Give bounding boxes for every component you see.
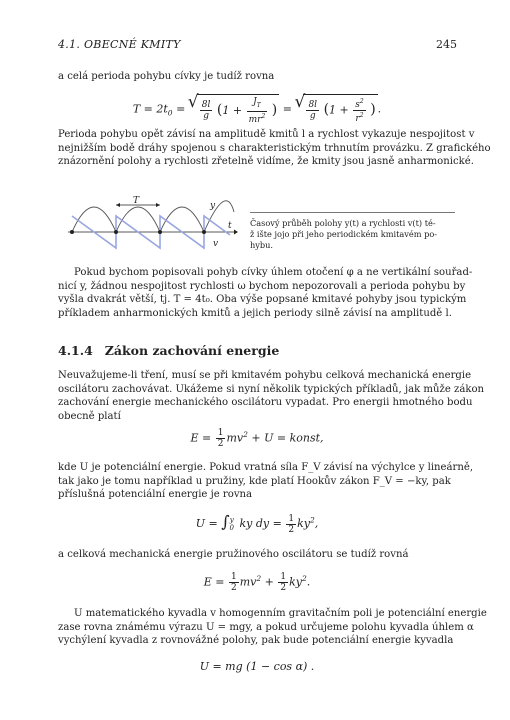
paragraph-6: a celková mechanická energie pružinového oscilátoru se tudíž rovná (58, 549, 409, 560)
label-t: t (228, 221, 232, 231)
label-v: v (213, 239, 219, 249)
running-header-section: 4.1. OBECNÉ KMITY (58, 38, 181, 51)
page-number: 245 (436, 38, 457, 51)
equation-potential-spring: U = ∫ y 0 ky dy = $\frac{1}{2}$ $ky^2$, (195, 512, 319, 535)
section-heading: 4.1.4 Zákon zachování energie (58, 343, 280, 358)
node-point (114, 230, 118, 234)
paragraph-3: Pokud bychom popisovali pohyb cívky úhlem otočení φ a ne vertikální souřad- nicí y, žádnou nespojitost rychlosti ω bychom nepozorovali a perioda pohybu by vyšla dvakrát větší, tj. T = 4t₀. Oba výše popsané kmitavé pohyby jsou typickým příkladem anharmonických kmitů a jejich periody silně závisí na amplitudě l. (58, 267, 473, 319)
arrow-right-icon (156, 203, 160, 207)
paragraph-2: Perioda pohybu opět závisí na amplitudě kmitů l a rychlost vykazuje nespojitost v nejnižším bodě dráhy spojenou s charakteristickým trhnutím provázku. Z grafického znázornění polohy a rychlosti zřetelně vidíme, že kmity jsou jasně anharmonické. (58, 129, 491, 168)
paragraph-5: kde U je potenciální energie. Pokud vratná síla F_V závisí na výchylce y lineárně, tak jako je tomu například u pružiny, kde platí Hookův zákon F_V = −ky, pak příslušná potenciální energie je rovna (58, 462, 474, 501)
equation-period: $T = 2t_0$ = √ $\frac{8l}{g}$ (1 + $\frac{J_T}{mr^2}$ ) = √ $\frac{8l}{g}$ (1 + $\frac{s^2}{r^2}$ ) . (58, 94, 456, 125)
arrow-left-icon (116, 203, 120, 207)
node-point (158, 230, 162, 234)
node-point (70, 230, 74, 234)
equation-potential-pendulum: U = mg (1 − cos α) . (199, 660, 315, 673)
figure-caption: Časový průběh polohy y(t) a rychlosti v(t) té- ž ište jojo při jeho periodickém kmitavém po- hybu. (250, 212, 455, 251)
paragraph-7: U matematického kyvadla v homogenním gravitačním poli je potenciální energie zase rovna známému výrazu U = mgy, a pokud určujeme polohu kyvadla úhlem α vychýlení kyvadla z rovnovážné polohy, pak bude potenciální energie kyvadla (58, 608, 487, 647)
paragraph-1: a celá perioda pohybu cívky je tudíž rovna (58, 71, 275, 82)
axis-arrow-icon (234, 230, 238, 235)
equation-energy-spring: E = $\frac{1}{2}$ $mv^2$ + $\frac{1}{2}$ $ky^2$. (203, 572, 311, 593)
node-point (202, 230, 206, 234)
paragraph-4: Neuvažujeme-li tření, musí se při kmitavém pohybu celková mechanická energie oscilátoru zachovávat. Ukážeme si nyní několik typických příkladů, jak může zákon zachování energie mechanického oscilátoru vypadat. Pro energii hmotného bodu obecně platí (58, 370, 485, 422)
label-period: T (133, 196, 140, 206)
figure-position-velocity (58, 188, 238, 256)
label-y: y (210, 201, 216, 211)
yoyo-graph (58, 188, 238, 252)
equation-energy-general: E = $\frac{1}{2}$ $mv^2 + U$ = konst, (190, 428, 324, 449)
